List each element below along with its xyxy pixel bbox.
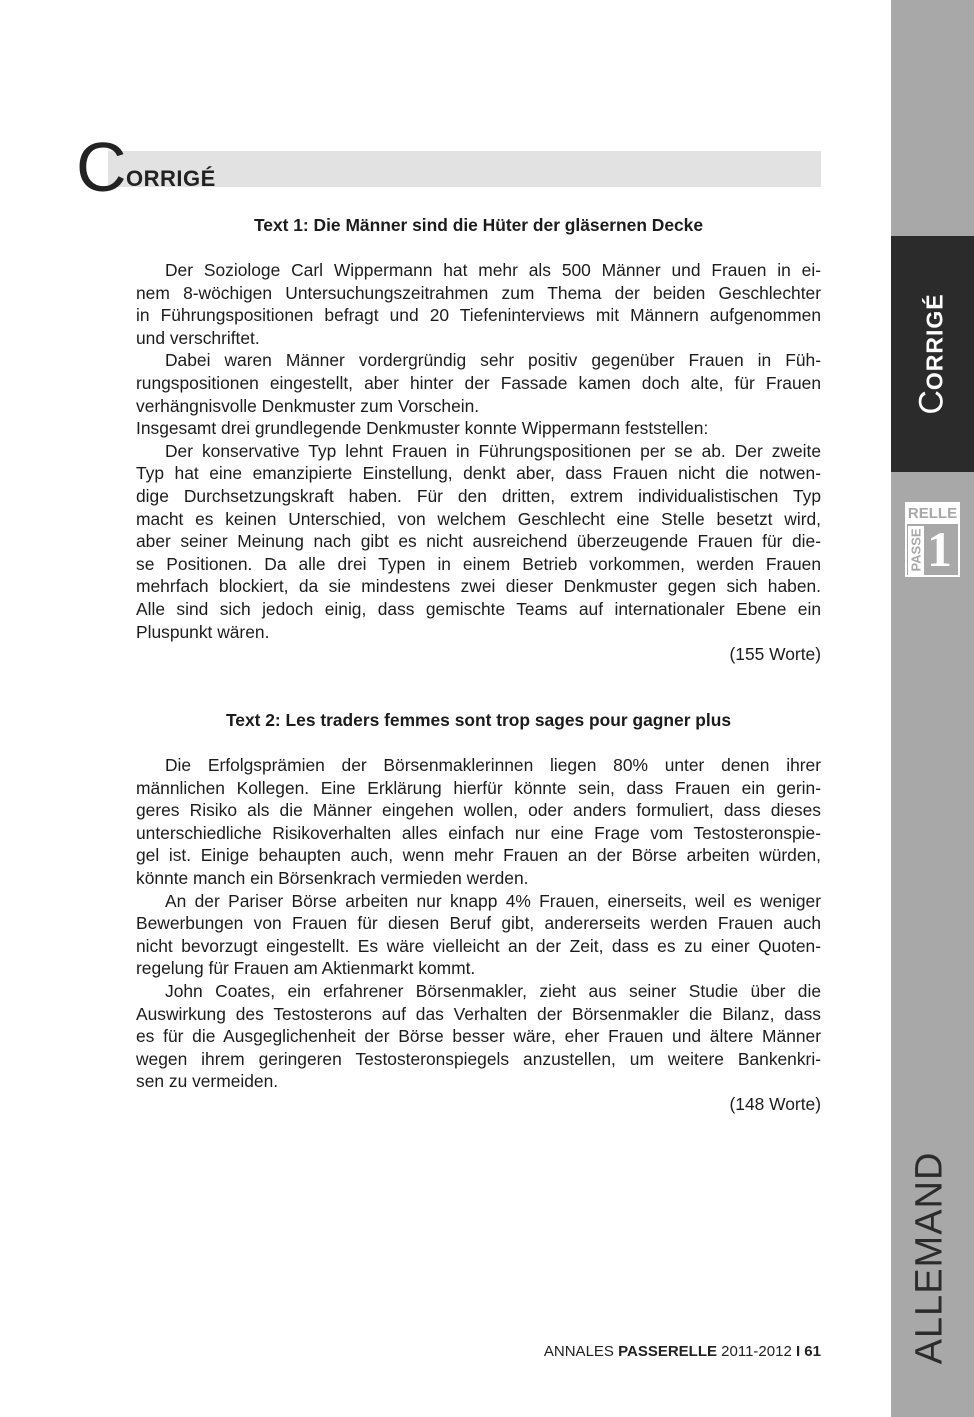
text-line: wegen ihrem geringeren Testosteronspiegels anzustellen, um weitere Bankenkri- <box>136 1048 821 1069</box>
logo-number: 1 <box>927 521 952 577</box>
text-line: sen zu vermeiden. <box>136 1071 279 1092</box>
text-line: Typ hat eine emanzipierte Einstellung, denkt aber, dass Frauen nicht die notwen- <box>136 463 821 484</box>
text-line: nem 8-wöchigen Untersuchungszeitrahmen zum Thema der beiden Geschlechter <box>136 282 821 303</box>
text-line: regelung für Frauen am Aktienmarkt kommt. <box>136 958 476 979</box>
text-line: Insgesamt drei grundlegende Denkmuster konnte Wippermann feststellen: <box>136 418 709 439</box>
text-line: unterschiedliche Risikoverhalten alles einfach nur eine Frage vom Testosteronspie- <box>136 822 821 843</box>
text-line: se Positionen. Da alle drei Typen in einem Betrieb vorkommen, werden Frauen <box>136 553 821 574</box>
text-line: An der Pariser Börse arbeiten nur knapp 4% Frauen, einerseits, weil es weniger <box>165 890 821 911</box>
text-line: Auswirkung des Testosterons auf das Verhalten der Börsenmakler die Bilanz, dass <box>136 1003 821 1024</box>
text-line: gel ist. Einige behaupten auch, wenn mehr Frauen an der Börse arbeiten würden, <box>136 845 821 866</box>
text-line: John Coates, ein erfahrener Börsenmakler, zieht aus seiner Studie über die <box>165 980 821 1001</box>
text-line: verhängnisvolle Denkmuster zum Vorschein. <box>136 395 480 416</box>
text-line: Der Soziologe Carl Wippermann hat mehr als 500 Männer und Frauen in ei- <box>165 260 821 280</box>
text-line: geres Risiko als die Männer eingehen wollen, oder anders formuliert, dass dieses <box>136 800 821 821</box>
page-title: ORRIGÉ <box>126 166 216 191</box>
text-line: könnte manch ein Börsenkrach vermieden werden. <box>136 867 529 888</box>
text-line: Alle sind sich jedoch einig, dass gemischte Teams auf internationaler Ebene ein <box>136 598 821 619</box>
text-line: und verschriftet. <box>136 327 260 348</box>
text-line: Die Erfolgsprämien der Börsenmaklerinnen liegen 80% unter denen ihrer <box>165 755 821 775</box>
header-initial: C <box>76 128 127 206</box>
word-count: (148 Worte) <box>729 1093 821 1114</box>
passerelle-logo <box>905 502 960 577</box>
text2-heading: Text 2: Les traders femmes sont trop sages pour gagner plus <box>225 710 732 730</box>
logo-side-text: PASSE <box>908 528 924 572</box>
text-line: männlichen Kollegen. Eine Erklärung hierfür könnte sein, dass Frauen ein gerin- <box>136 777 821 798</box>
text-line: es für die Ausgeglichenheit der Börse besser wäre, eher Frauen und ältere Männer <box>136 1026 821 1047</box>
text-line: Der konservative Typ lehnt Frauen in Führungspositionen per se ab. Der zweite <box>165 440 821 461</box>
text-line: Bewerbungen von Frauen für diesen Beruf gibt, andererseits werden Frauen auch <box>136 913 821 934</box>
text1-body <box>136 259 821 666</box>
logo-top-text: RELLE <box>907 505 958 522</box>
text1-heading: Text 1: Die Männer sind die Hüter der gläsernen Decke <box>253 215 704 235</box>
text-line: aber seiner Meinung nach gibt es nicht ausreichend überzeugende Frauen für die- <box>136 531 821 552</box>
text-line: Pluspunkt wären. <box>136 621 270 642</box>
word-count: (155 Worte) <box>729 644 821 665</box>
text-line: in Führungspositionen befragt und 20 Tiefeninterviews mit Männern aufgenommen <box>136 305 821 326</box>
text-line: dige Durchsetzungskraft haben. Für den dritten, extrem individualistischen Typ <box>136 485 821 506</box>
text-line: nicht bevorzugt eingestellt. Es wäre vielleicht an der Zeit, dass es zu einer Quoten- <box>136 935 821 956</box>
text-line: mehrfach blockiert, da sie mindestens zwei dieser Denkmuster gegen sich haben. <box>136 576 821 597</box>
text-line: rungspositionen eingestellt, aber hinter der Fassade kamen doch alte, für Frauen <box>136 372 821 393</box>
text2-body <box>136 754 821 1116</box>
text-line: Dabei waren Männer vordergründig sehr positiv gegenüber Frauen in Füh- <box>165 350 821 371</box>
page-footer: ANNALES PASSERELLE 2011-2012 I 61 <box>543 1343 821 1360</box>
subject-label: ALLEMAND <box>908 1151 951 1365</box>
page-number: I 61 <box>795 1343 821 1360</box>
text-line: macht es keinen Unterschied, von welchem Geschlecht eine Stelle besetzt wird, <box>136 508 821 529</box>
side-section-label: CORRIGÉ <box>912 293 951 415</box>
